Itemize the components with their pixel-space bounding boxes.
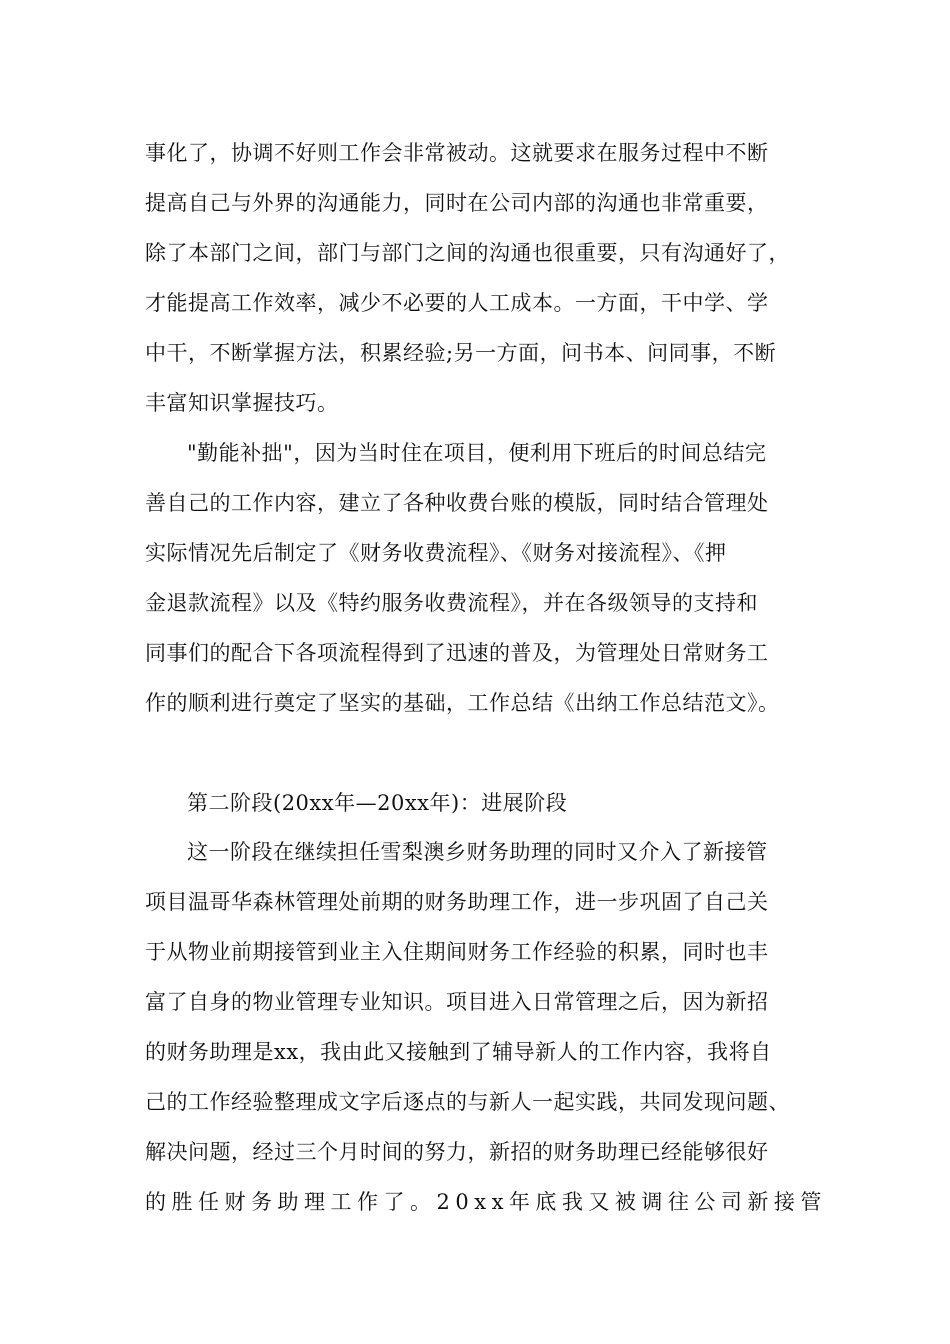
- section-heading: 第二阶段(20xx年—20xx年)：进展阶段: [187, 791, 568, 815]
- paragraph-line: 富了自身的物业管理专业知识。项目进入日常管理之后，因为新招: [145, 990, 769, 1014]
- paragraph-line: 解决问题，经过三个月时间的努力，新招的财务助理已经能够很好: [145, 1140, 769, 1164]
- paragraph-line: 除了本部门之间，部门与部门之间的沟通也很重要，只有沟通好了，: [145, 241, 790, 265]
- paragraph-line: 金退款流程》以及《特约服务收费流程》，并在各级领导的支持和: [145, 591, 758, 615]
- paragraph-line: 提高自己与外界的沟通能力，同时在公司内部的沟通也非常重要，: [145, 191, 769, 215]
- paragraph-line: 项目温哥华森林管理处前期的财务助理工作，进一步巩固了自己关: [145, 890, 769, 914]
- paragraph-first-line: 这一阶段在继续担任雪梨澳乡财务助理的同时又介入了新接管: [187, 840, 768, 864]
- paragraph-line: 丰富知识掌握技巧。: [145, 391, 339, 415]
- paragraph-first-line: "勤能补拙"，因为当时住在项目，便利用下班后的时间总结完: [187, 441, 767, 465]
- paragraph-line: 于从物业前期接管到业主入住期间财务工作经验的积累，同时也丰: [145, 940, 769, 964]
- paragraph-line: 的财务助理是xx，我由此又接触到了辅导新人的工作内容，我将自: [145, 1040, 772, 1064]
- paragraph-line: 作的顺利进行奠定了坚实的基础，工作总结《出纳工作总结范文》。: [145, 691, 780, 715]
- paragraph-line: 实际情况先后制定了《财务收费流程》、《财务对接流程》、《押: [145, 541, 727, 565]
- paragraph-line: 事化了，协调不好则工作会非常被动。这就要求在服务过程中不断: [145, 141, 769, 165]
- paragraph-line: 善自己的工作内容，建立了各种收费台账的模版，同时结合管理处: [145, 491, 769, 515]
- paragraph-line: 才能提高工作效率，减少不必要的人工成本。一方面，干中学、学: [145, 291, 769, 315]
- paragraph-line: 中干，不断掌握方法，积累经验;另一方面，问书本、问同事，不断: [145, 341, 777, 365]
- paragraph-line: 的胜任财务助理工作了。20xx年底我又被调往公司新接管: [145, 1190, 827, 1214]
- paragraph-line: 同事们的配合下各项流程得到了迅速的普及，为管理处日常财务工: [145, 641, 769, 665]
- paragraph-line: 己的工作经验整理成文字后逐点的与新人一起实践，共同发现问题、: [145, 1090, 790, 1114]
